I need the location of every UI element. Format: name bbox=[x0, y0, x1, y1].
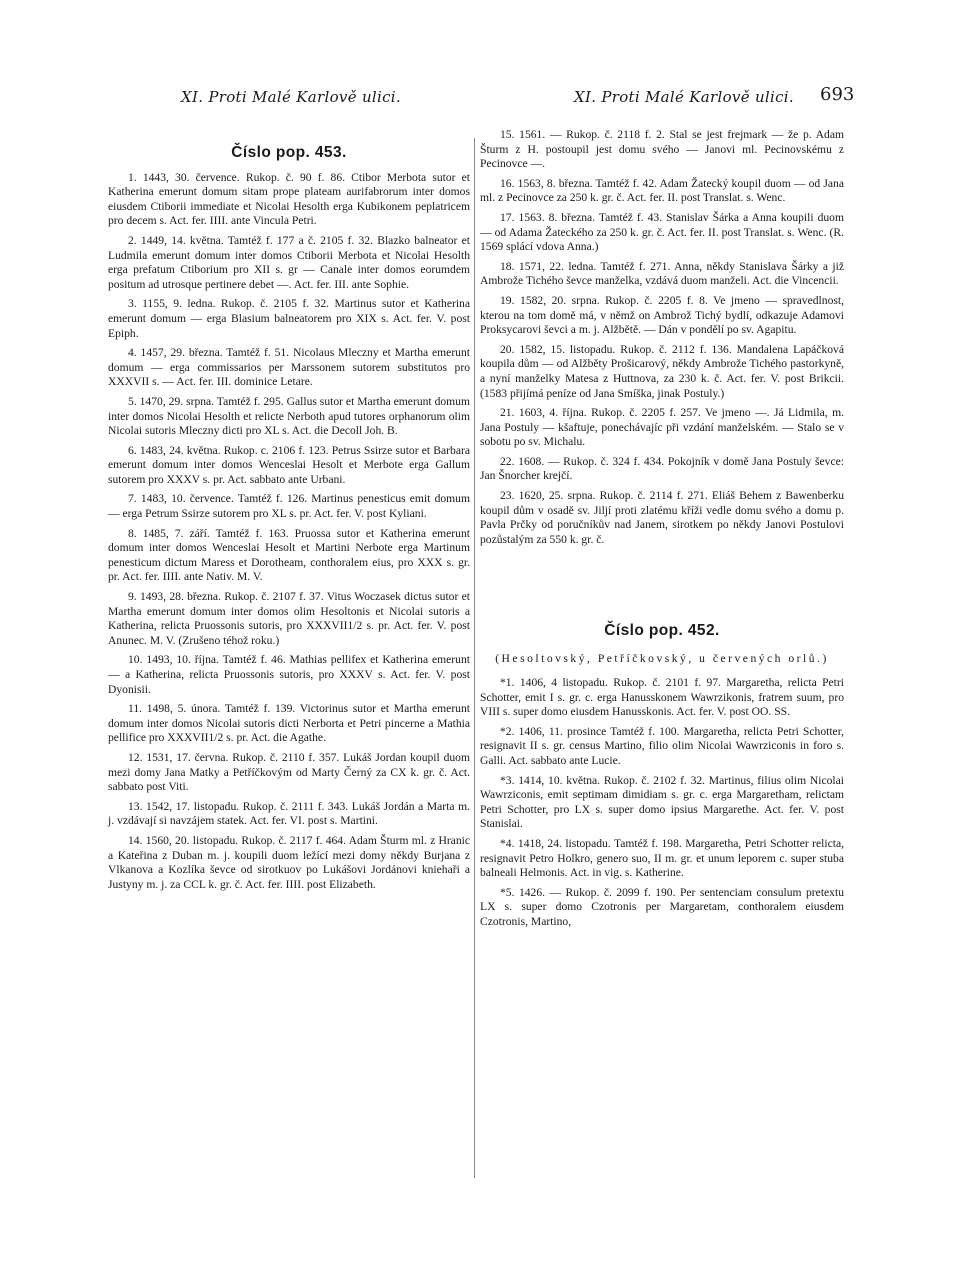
entry: 19. 1582, 20. srpna. Rukop. č. 2205 f. 8. Ve jmeno — spravedlnost, kterou na tom domě má, v němž on Ambrož Tichý bydlí, odkazuje Adamovi Proksycarovi ševci a m. j. Alžbětě. — Dán v pondělí po sv. Agapitu. bbox=[480, 293, 844, 337]
page-number: 693 bbox=[820, 84, 855, 105]
entry: *2. 1406, 11. prosince Tamtéž f. 100. Margaretha, relicta Petri Schotter, resignavit II s. gr. census Martino, filio olim Nicolai Wawrziconis in foro s. Galli. Act. sabbato ante Lucie. bbox=[480, 724, 844, 767]
entry: 7. 1483, 10. července. Tamtéž f. 126. Martinus penesticus emit domum — erga Petrum Ssirze sutorem pro XL s. pr. Act. fer. V. post Kyliani. bbox=[108, 492, 470, 521]
running-head-left: XI. Proti Malé Karlově ulici. bbox=[181, 88, 401, 106]
entry: 1. 1443, 30. července. Rukop. č. 90 f. 86. Ctibor Merbota sutor et Katherina emerunt domum sitam prope plateam aurifabrorum inter domos eiusdem Ctiborii immediate et Nicolai Hesolth erga Kubikonem peplatricem pro decem s. Act. fer. IIII. ante Vincula Petri. bbox=[108, 170, 470, 228]
entry: 22. 1608. — Rukop. č. 324 f. 434. Pokojník v domě Jana Postuly ševce: Jan Šnorcher krejčí. bbox=[480, 454, 844, 483]
entry: 17. 1563. 8. března. Tamtéž f. 43. Stanislav Šárka a Anna koupili duom — od Adama Žateckého za 250 k. gr. č. Act. fer. II. post Translat. s. Wenc. (R. 1569 splácí vdova Anna.) bbox=[480, 210, 844, 254]
entry: 14. 1560, 20. listopadu. Rukop. č. 2117 f. 464. Adam Šturm ml. z Hranic a Kateřina z Duban m. j. koupili duom ležící mezi domy někdy Burjana z Vlkanova a Kozlíka ševce od sirotkuov po Lukášovi Jordánovi kniehaři a Justyny m. j. za CCL k. gr. č. Act. fer. IIII. post Elizabeth. bbox=[108, 833, 470, 891]
entry: *5. 1426. — Rukop. č. 2099 f. 190. Per sentenciam consulum pretextu LX s. super domo Czotronis per Margaretam, conthoralem eiusdem Czotronis, Martino, bbox=[480, 885, 844, 928]
section-subheading: (Hesoltovský, Petříčkovský, u červených orlů.) bbox=[495, 652, 829, 666]
entry: 3. 1155, 9. ledna. Rukop. č. 2105 f. 32. Martinus sutor et Katherina emerunt domum — erga Blasium balneatorem pro XIX s. Act. fer. V. post Epiph. bbox=[108, 297, 470, 340]
entry: 9. 1493, 28. března. Rukop. č. 2107 f. 37. Vitus Woczasek dictus sutor et Martha emerunt domum inter domos olim Hesoltonis et Nicolai sutoris a Katherina, relicta Pruossonis sutoris, pro XXXVII1/2 s. pr. Act. fer. V. post Anunec. M. V. (Zrušeno téhož roku.) bbox=[108, 590, 470, 647]
entry: 4. 1457, 29. března. Tamtéž f. 51. Nicolaus Mleczny et Martha emerunt domum — erga commissarios per Marssonem sutorem substitutos pro XXXVII s. — Act. fer. III. dominice Letare. bbox=[108, 346, 470, 389]
running-head-right: XI. Proti Malé Karlově ulici. bbox=[574, 88, 794, 106]
entry: 6. 1483, 24. května. Rukop. c. 2106 f. 123. Petrus Ssirze sutor et Barbara emerunt domum inter domos Wenceslai Hesolt et Merbote erga Gallum sutorem pro XXXV s. pr. Act. sabbato ante Urbani. bbox=[108, 443, 470, 486]
entry: 18. 1571, 22. ledna. Tamtéž f. 271. Anna, někdy Stanislava Šárky a již Ambrože Tichého ševce manželka, vzdává duom manželi. Act. die Vincencii. bbox=[480, 259, 844, 288]
entry: 13. 1542, 17. listopadu. Rukop. č. 2111 f. 343. Lukáš Jordán a Marta m. j. vzdávají si navzájem statek. Act. fer. VI. post s. Martini. bbox=[108, 799, 470, 828]
right-column bbox=[480, 128, 844, 935]
section-heading-453: Číslo pop. 453. bbox=[231, 144, 347, 161]
entry: *1. 1406, 4 listopadu. Rukop. č. 2101 f. 97. Margaretha, relicta Petri Schotter, emit I s. gr. c. erga Hanusskonem Wawrzikonis, fratrem suum, pro VIII s. super domo eiusdem Hanusskonis. Act. fer. V. post OO. SS. bbox=[480, 676, 844, 719]
entry: 8. 1485, 7. září. Tamtéž f. 163. Pruossa sutor et Katherina emerunt domum inter domos Wenceslai Hesolt et Martini Nerbote erga Martinum penesticum dictum Maress et Dorotheam, conthoralem eius, pro XXX s. gr. pr. Act. fer. IIII. ante Nativ. M. V. bbox=[108, 526, 470, 584]
entry: 15. 1561. — Rukop. č. 2118 f. 2. Stal se jest frejmark — že p. Adam Šturm z H. postoupil jest domu svého — Janovi ml. Pecinovskému z Pecinovce —. bbox=[480, 128, 844, 171]
entry: 23. 1620, 25. srpna. Rukop. č. 2114 f. 271. Eliáš Behem z Bawenberku koupil dům v osadě sv. Jiljí proti zlatému kříži vedle domu svého a domu p. Pavla Prčky od poručníkův nad Janem, sirotkem po někdy Janovi Postulovi pozůstalým za 550 k. gr. č. bbox=[480, 489, 844, 546]
column-divider bbox=[474, 138, 475, 1178]
entry: 5. 1470, 29. srpna. Tamtéž f. 295. Gallus sutor et Martha emerunt domum inter domos Nicolai Hesolth et relicte Nerboth apud tutores orphanorum olim Nicolai sutoris Mleczny dicti pro XL s. Act. die Decoll Joh. B. bbox=[108, 394, 470, 438]
left-column bbox=[108, 128, 470, 897]
entry: 2. 1449, 14. května. Tamtéž f. 177 a č. 2105 f. 32. Blazko balneator et Ludmila emerunt domum inter domos Ctiborii Merbota et Nicolai Hesolth erga prefatum Ctiborium pro XII s. gr — Canale inter domos eorumdem positum ad utrosque pertinere debet —. Act. fer. III. ante Sophie. bbox=[108, 233, 470, 291]
section-heading-452: Číslo pop. 452. bbox=[604, 622, 720, 640]
entry: *3. 1414, 10. května. Rukop. č. 2102 f. 32. Martinus, filius olim Nicolai Wawrziconis, emit septimam dimidiam s. gr. c. erga Margaretham, relictam Petri Schotter, pro LX s. super domo ipsius Margarethe. Act. fer. V. post Stanislai. bbox=[480, 773, 844, 831]
section-spacer bbox=[480, 552, 844, 604]
entry: 11. 1498, 5. února. Tamtéž f. 139. Victorinus sutor et Martha emerunt domum inter domos Nicolai sutoris dicti Nerborta et Petri pincerne a Mathia pellifice pro XXXVII1/2 s. pr. Act. die Agathe. bbox=[108, 702, 470, 745]
entry: 16. 1563, 8. března. Tamtéž f. 42. Adam Žatecký koupil duom — od Jana ml. z Pecinovce za 250 k. gr. č. Act. fer. II. post Translat. s. Wenc. bbox=[480, 176, 844, 205]
entry: *4. 1418, 24. listopadu. Tamtéž f. 198. Margaretha, Petri Schotter relicta, resignavit Petro Holkro, genero suo, II m. gr. et unum leporem c. super stuba balneali Helmonis. Act. in vig. s. Katherine. bbox=[480, 836, 844, 880]
entry: 10. 1493, 10. října. Tamtéž f. 46. Mathias pellifex et Katherina emerunt — a Katherina, relicta Pruossonis sutoris, pro XXXV s. Act. fer. V. post Dyonisii. bbox=[108, 653, 470, 696]
entry: 21. 1603, 4. října. Rukop. č. 2205 f. 257. Ve jmeno —. Já Lidmila, m. Jana Postuly — kšaftuje, ponechávajíc při vzdání manželském. — Stalo se v sobotu po sv. Michalu. bbox=[480, 406, 844, 449]
entry: 20. 1582, 15. listopadu. Rukop. č. 2112 f. 136. Mandalena Lapáčková koupila dům — od Alžběty Prošicarový, někdy Ambrože Tichého pastorkyně, a nyní manželky Matesa z Huttnova, za 230 k. č. Act. fer. V. post Brikcii. (1583 přijímá peníze od Jana Smíška, jinak Postuly.) bbox=[480, 342, 844, 400]
entry: 12. 1531, 17. června. Rukop. č. 2110 f. 357. Lukáš Jordan koupil duom mezi domy Jana Matky a Petříčkovým od Marty Černý za CX k. gr. č. Act. sabbato post Viti. bbox=[108, 750, 470, 794]
